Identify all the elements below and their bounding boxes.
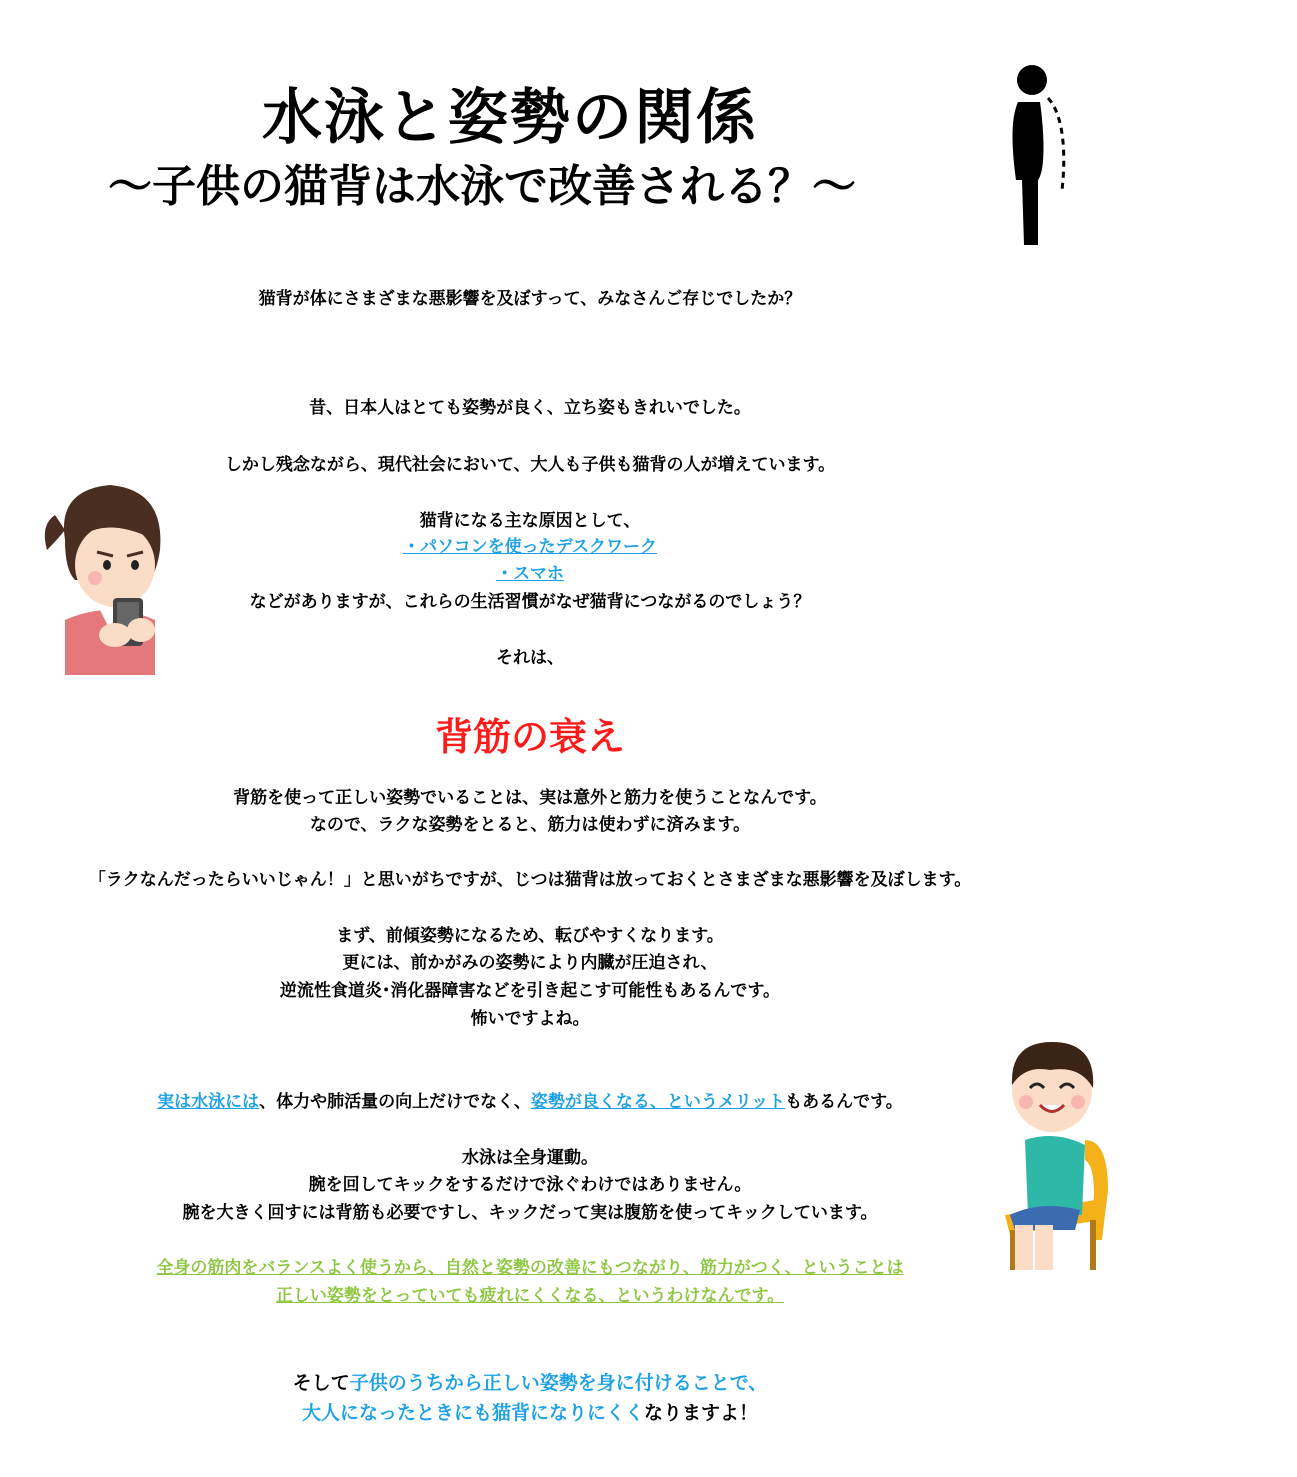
paragraph-9-end: もあるんです。 (785, 1092, 903, 1112)
posture-merit-highlight: 姿勢が良くなる、というメリット (530, 1092, 786, 1112)
paragraph-8a: まず、前傾姿勢になるため、転びやすくなります。 (336, 926, 724, 946)
ending-highlight-1: 子供のうちから正しい姿勢を身に付けることで、 (349, 1372, 768, 1394)
cause-smartphone: ・スマホ (496, 564, 564, 584)
slouching-person-icon (1000, 60, 1090, 260)
paragraph-10c: 腕を大きく回すには背筋も必要ですし、キックだって実は腹筋を使ってキックしています。 (182, 1203, 878, 1223)
green-highlight-1: 全身の筋肉をバランスよく使うから、自然と姿勢の改善にもつながり、筋力がつく、ということは (156, 1258, 904, 1278)
paragraph-7: 「ラクなんだったらいいじゃん！」と思いがちですが、じつは猫背は放っておくとさまざまな悪影響を及ぼします。 (88, 870, 972, 890)
paragraph-4: などがありますが、これらの生活習慣がなぜ猫背につながるのでしょう？ (249, 592, 811, 612)
paragraph-9 (0, 1092, 1060, 1113)
paragraph-8b: 更には、前かがみの姿勢により内臓が圧迫され、 (342, 953, 718, 973)
girl-with-smartphone-icon (35, 470, 185, 680)
paragraph-2: しかし残念ながら、現代社会において、大人も子供も猫背の人が増えています。 (224, 455, 836, 475)
paragraph-10b: 腕を回してキックをするだけで泳ぐわけではありません。 (308, 1175, 752, 1195)
green-highlight-2: 正しい姿勢をとっていても疲れにくくなる、というわけなんです。 (275, 1286, 785, 1306)
paragraph-6b: なので、ラクな姿勢をとると、筋力は使わずに済みます。 (309, 815, 751, 835)
answer-headline: 背筋の衰え (434, 715, 625, 759)
cause-desk-work: ・パソコンを使ったデスクワーク (403, 537, 657, 557)
boy-on-chair-icon (990, 1030, 1120, 1280)
page-title: 水泳と姿勢の関係 (262, 83, 758, 153)
paragraph-5: それは、 (496, 648, 564, 668)
paragraph-8d: 怖いですよね。 (470, 1009, 590, 1029)
paragraph-8c: 逆流性食道炎･消化器障害などを引き起こす可能性もあるんです。 (279, 981, 781, 1001)
ending-line-1 (0, 1372, 1060, 1396)
paragraph-3: 猫背になる主な原因として、 (419, 511, 641, 531)
ending-line-2-end: なりますよ！ (644, 1402, 759, 1424)
ending-highlight-2: 大人になったときにも猫背になりにくく (301, 1402, 644, 1424)
intro-text: 猫背が体にさまざまな悪影響を及ぼすって、みなさんご存じでしたか？ (258, 289, 802, 309)
page-subtitle: ～子供の猫背は水泳で改善される？～ (108, 161, 856, 212)
paragraph-1: 昔、日本人はとても姿勢が良く、立ち姿もきれいでした。 (309, 398, 751, 418)
ending-line-2 (0, 1402, 1060, 1426)
paragraph-9-text: 、体力や肺活量の向上だけでなく、 (259, 1092, 531, 1112)
paragraph-6a: 背筋を使って正しい姿勢でいることは、実は意外と筋力を使うことなんです。 (233, 788, 827, 808)
ending-line-1-start: そして (292, 1372, 350, 1394)
swimming-highlight: 実は水泳には (157, 1092, 260, 1112)
paragraph-10a: 水泳は全身運動。 (462, 1148, 598, 1168)
